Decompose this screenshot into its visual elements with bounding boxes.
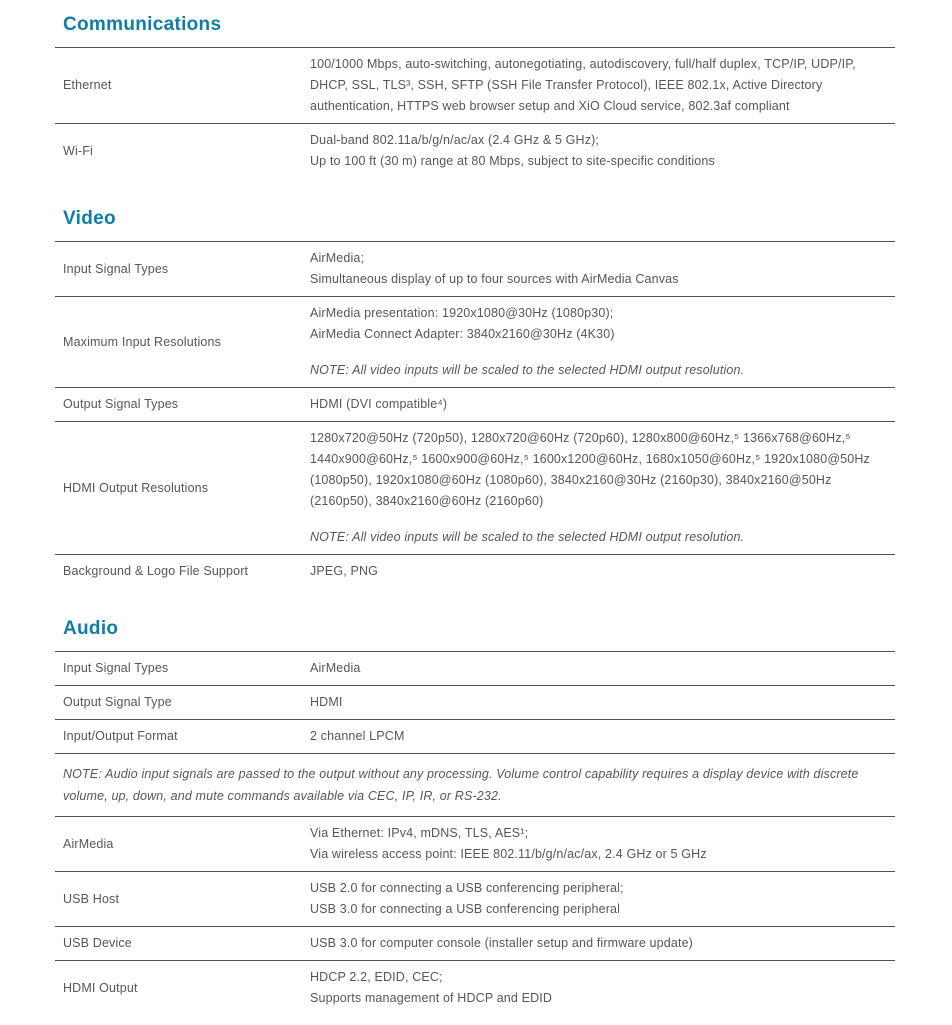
value-line: Dual-band 802.11a/b/g/n/ac/ax (2.4 GHz & 5 GHz); xyxy=(310,133,600,147)
section-title: Video xyxy=(63,208,116,229)
value-line: Via wireless access point: IEEE 802.11/b/g/n/ac/ax, 2.4 GHz or 5 GHz xyxy=(310,847,707,861)
value-line: 2 channel LPCM xyxy=(310,729,405,743)
row-value xyxy=(310,967,895,1009)
table-row xyxy=(55,387,895,421)
row-value xyxy=(310,303,895,381)
table-note-row xyxy=(55,753,895,816)
row-value xyxy=(310,878,895,920)
value-line: JPEG, PNG xyxy=(310,564,379,578)
row-value xyxy=(310,933,895,954)
value-line: AirMedia Connect Adapter: 3840x2160@30Hz (4K30) xyxy=(310,327,615,341)
table-row xyxy=(55,48,895,123)
value-line: 1280x720@50Hz (720p50), 1280x720@60Hz (720p60), 1280x800@60Hz,⁵ 1366x768@60Hz,⁵ 1440x900@60Hz,⁵ 1600x900@60Hz,⁵ 1600x1200@60Hz, 1680x1050@60Hz,⁵ 1920x1080@50Hz (1080p50), 1920x1080@60Hz (1080p60), 3840x2160@30Hz (2160p30), 3840x2160@50Hz (2160p50), 3840x2160@60Hz (2160p60) xyxy=(310,431,870,508)
spec-table xyxy=(55,651,895,1015)
row-label: Ethernet xyxy=(63,78,112,92)
spec-section xyxy=(55,618,895,1015)
spec-section xyxy=(55,208,895,588)
row-value xyxy=(310,823,895,865)
row-label: Output Signal Type xyxy=(63,695,172,709)
row-label: AirMedia xyxy=(63,836,114,851)
value-line: AirMedia; xyxy=(310,251,365,265)
spec-table xyxy=(55,241,895,588)
table-row xyxy=(55,926,895,960)
section-title: Audio xyxy=(63,618,119,639)
row-label: Output Signal Types xyxy=(63,397,179,411)
value-line: HDMI xyxy=(310,695,343,709)
row-label: Input/Output Format xyxy=(63,729,178,743)
value-line: USB 2.0 for connecting a USB conferencing peripheral; xyxy=(310,881,624,895)
row-value xyxy=(310,658,895,679)
row-value xyxy=(310,428,895,548)
value-line: HDMI (DVI compatible⁴) xyxy=(310,397,448,411)
row-label: Input Signal Types xyxy=(63,261,169,276)
value-line: Via Ethernet: IPv4, mDNS, TLS, AES¹; xyxy=(310,826,529,840)
row-label: Background & Logo File Support xyxy=(63,564,249,578)
row-value xyxy=(310,54,895,117)
row-label: USB Host xyxy=(63,891,120,906)
row-value xyxy=(310,248,895,290)
row-value xyxy=(310,561,895,582)
table-row xyxy=(55,719,895,753)
row-label: Input Signal Types xyxy=(63,661,169,675)
table-row xyxy=(55,296,895,387)
table-row xyxy=(55,421,895,554)
spec-table xyxy=(55,47,895,178)
value-line: USB 3.0 for computer console (installer setup and firmware update) xyxy=(310,936,693,950)
row-value xyxy=(310,130,895,172)
table-row xyxy=(55,871,895,926)
row-label: HDMI Output xyxy=(63,980,138,995)
row-value xyxy=(310,726,895,747)
row-value xyxy=(310,394,895,415)
section-title: Communications xyxy=(63,14,222,35)
row-label: USB Device xyxy=(63,936,132,950)
value-line: Supports management of HDCP and EDID xyxy=(310,991,553,1005)
value-line: AirMedia xyxy=(310,661,361,675)
value-line: USB 3.0 for connecting a USB conferencing peripheral xyxy=(310,902,621,916)
table-row xyxy=(55,960,895,1015)
row-label: Wi-Fi xyxy=(63,143,93,158)
table-row xyxy=(55,123,895,178)
row-label: Maximum Input Resolutions xyxy=(63,334,221,349)
row-value xyxy=(310,692,895,713)
value-line: AirMedia presentation: 1920x1080@30Hz (1080p30); xyxy=(310,306,614,320)
value-line: HDCP 2.2, EDID, CEC; xyxy=(310,970,443,984)
table-row xyxy=(55,554,895,588)
row-note: NOTE: All video inputs will be scaled to the selected HDMI output resolution. xyxy=(310,363,745,377)
table-note: NOTE: Audio input signals are passed to the output without any processing. Volume control capability requires a display device with discrete volume, up, down, and mute commands available via CEC, IP, IR, or RS-232. xyxy=(63,767,859,803)
table-row xyxy=(55,652,895,685)
table-row xyxy=(55,685,895,719)
spec-sections xyxy=(55,14,895,1015)
row-label: HDMI Output Resolutions xyxy=(63,480,209,495)
value-line: 100/1000 Mbps, auto-switching, autonegotiating, autodiscovery, full/half duplex, TCP/IP, UDP/IP, DHCP, SSL, TLS³, SSH, SFTP (SSH File Transfer Protocol), IEEE 802.1x, Active Directory authentication, HTTPS web browser setup and XiO Cloud service, 802.3af compliant xyxy=(310,57,856,113)
spec-section xyxy=(55,14,895,178)
table-row xyxy=(55,242,895,296)
table-row xyxy=(55,816,895,871)
value-line: Up to 100 ft (30 m) range at 80 Mbps, subject to site-specific conditions xyxy=(310,154,715,168)
value-line: Simultaneous display of up to four sources with AirMedia Canvas xyxy=(310,272,679,286)
row-note: NOTE: All video inputs will be scaled to the selected HDMI output resolution. xyxy=(310,530,745,544)
